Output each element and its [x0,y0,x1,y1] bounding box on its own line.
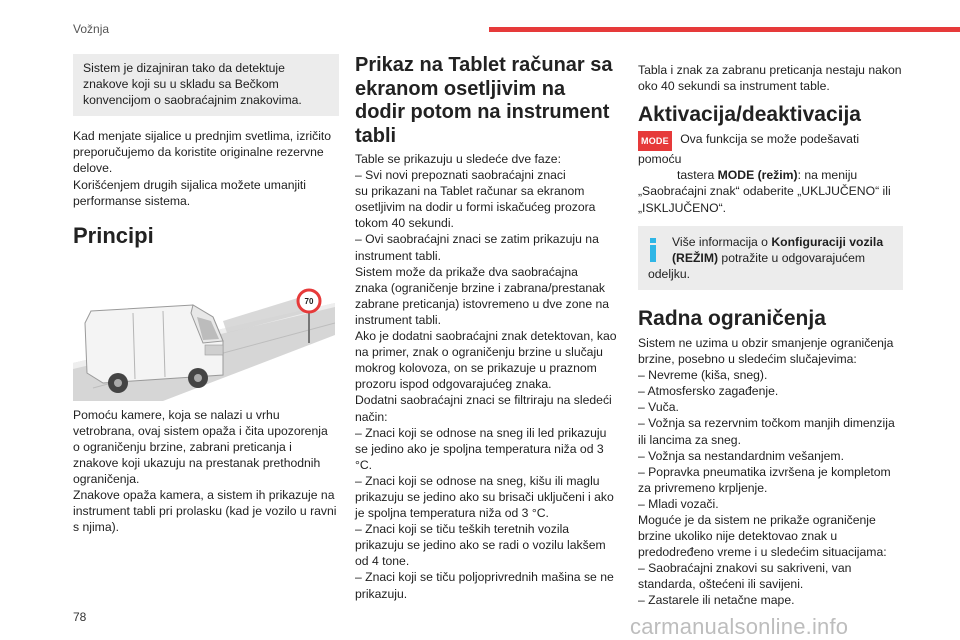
text-line: – Saobraćajni znakovi su sakriveni, van [638,561,852,576]
text-line: vetrobrana, ovaj sistem opaža i čita upozorenja [73,423,328,438]
display-text [355,151,620,602]
text-line: instrument tabli pri prolasku (kad je vozilo u ravni [73,504,337,519]
text-line: – Popravka pneumatika izvršena je kompletom [638,464,891,479]
text-line: brzine, posebno u sledećim slučajevima: [638,352,857,367]
text-line: odeljku. [648,266,691,281]
text-line: standarda, oštećeni ili savijeni. [638,577,804,592]
van [85,305,223,393]
activation-line-2 [638,167,903,183]
text-line: Korišćenjem drugih sijalica možete umanjiti [73,177,307,192]
text-line: prikazuju. [355,586,408,601]
activation-paragraph [638,131,903,215]
text-line: znakove koji ukazuju na prestanak prethodnih [73,456,321,471]
text-span: Ova funkcija se može podešavati pomoću [638,132,860,167]
info-line-1 [648,234,893,250]
text-line: – Vuča. [638,400,679,415]
text-line: – Znaci koji se tiču teških teretnih vozila [355,522,570,537]
bulb-paragraph [73,128,339,208]
text-line: oko 40 sekundi sa instrument table. [638,79,830,94]
watermark: carmanualsonline.info [630,614,849,639]
mode-button-icon: MODE [638,131,672,151]
text-line: su prikazani na Tablet računar sa ekranom [355,184,585,199]
text-line: Pomoću kamere, koja se nalazi u vrhu [73,407,280,422]
note-text: Sistem je dizajniran tako da detektuje znakove koji su u skladu sa Bečkom konvencijom o saobraćajnim znakovima. [83,61,302,108]
text-line: prikazuju se jedino ako se radi o vozilu lakšem [355,538,606,553]
text-line: – Svi novi prepoznati saobraćajni znaci [355,168,566,183]
text-line: preporučujemo da koristite originalne rezervne [73,145,324,160]
text-line: o ograničenju brzine, zabrani preticanja i [73,439,292,454]
text-line: – Vožnja sa rezervnim točkom manjih dimenzija [638,416,895,431]
illustration-svg [73,283,335,401]
text-line: s njima). [73,520,120,535]
text-line: mokrog kolovoza, on se prikazuje u praznom [355,361,597,376]
text-line: Ako je dodatni saobraćajni znak detektovan, kao [355,329,617,344]
text-line: Moguće je da sistem ne prikaže ograničenje [638,512,876,527]
text-line: „ISKLJUČENO“. [638,200,727,215]
heading-display: Prikaz na Tablet računar sa ekranom osetljivim na dodir potom na instrument tabli [355,54,613,147]
text-line: – Ovi saobraćajni znaci se zatim prikazuju na [355,232,599,247]
info-icon [649,238,657,262]
text-line: – Mladi vozači. [638,496,719,511]
heading-limitations: Radna ograničenja [638,306,826,330]
text-line: – Zastarele ili netačne mape. [638,593,795,608]
text-line: – Atmosfersko zagađenje. [638,384,779,399]
info-link-text: (REŽIM) [672,250,719,265]
text-line: Znakove opaža kamera, a sistem ih prikazuje na [73,488,335,503]
text-line: na primer, znak o ograničenju brzine u slučaju [355,345,603,360]
text-line: zabrane preticanja) istovremeno u dve zone na [355,296,610,311]
note-box [73,54,339,116]
text-line: ograničenja. [73,472,140,487]
text-line: delove. [73,161,113,176]
page-number: 78 [73,610,87,624]
limitations-text [638,335,903,609]
text-line: tokom 40 sekundi. [355,216,454,231]
text-line: brzine ukoliko nije detektovao znak u [638,529,838,544]
text-span: : na meniju [797,168,858,183]
sign-value: 70 [304,296,314,306]
text-line: predodređeno vreme i u sledećim situacijama: [638,545,887,560]
text-line: „Saobraćajni znak“ odaberite „UKLJUČENO“ ili [638,184,891,199]
text-line: se jedino ako je spoljna temperatura niža od 3 [355,441,604,456]
text-line: Table se prikazuju u sledeće dve faze: [355,152,561,166]
text-line: – Znaci koji se odnose na sneg, kišu ili maglu [355,473,600,488]
text-line: prozoru ispod odgovarajućeg znaka. [355,377,552,392]
activation-line-1 [638,131,903,167]
mode-label: MODE (režim) [717,168,798,183]
header-accent-bar [489,27,960,32]
text-line: Sistem ne uzima u obzir smanjenje ograničenja [638,335,894,350]
info-box [638,226,903,290]
heading-principi: Principi [73,222,154,248]
info-link-text: Konfiguraciji vozila [771,234,884,249]
text-line: prikazuju se jedino ako su brisači uključeni i ako [355,489,614,504]
text-line: Tabla i znak za zabranu preticanja nestaju nakon [638,63,902,77]
text-line: °C. [355,457,373,472]
text-line: znaka (ograničenje brzine i zabrana/prestanak [355,280,605,295]
column-middle [355,54,620,602]
text-line: instrument tabli. [355,312,442,327]
text-line: je spoljna temperatura niža od 3 °C. [355,506,549,521]
camera-paragraph [73,407,339,536]
text-line: instrument tabli. [355,248,442,263]
text-line: – Vožnja sa nestandardnim vešanjem. [638,448,844,463]
text-line: način: [355,409,388,424]
text-line: za privremeno krpljenje. [638,480,768,495]
column-right [638,54,903,609]
text-line: ili lancima za sneg. [638,432,741,447]
text-line: Sistem može da prikaže dva saobraćajna [355,264,578,279]
text-span: tastera [677,168,718,183]
text-line: – Znaci koji se odnose na sneg ili led prikazuju [355,425,607,440]
section-title: Vožnja [73,22,110,36]
info-line-2 [648,250,893,266]
text-line: Kad menjate sijalice u prednjim svetlima, izričito [73,129,332,144]
text-span: Više informacija o [672,234,772,249]
text-line: performanse sistema. [73,193,191,208]
heading-activation: Aktivacija/deaktivacija [638,103,861,127]
text-line: – Znaci koji se tiču poljoprivrednih mašina se ne [355,570,614,585]
van-camera-illustration [73,283,335,401]
text-span: potražite u odgovarajućem [718,250,866,265]
text-line: Dodatni saobraćajni znaci se filtriraju na sledeći [355,393,612,408]
text-line: od 4 tone. [355,554,410,569]
text-line: – Nevreme (kiša, sneg). [638,368,768,383]
column-left [73,54,339,536]
text-line: osetljivim na dodir u formi iskačućeg prozora [355,200,596,215]
